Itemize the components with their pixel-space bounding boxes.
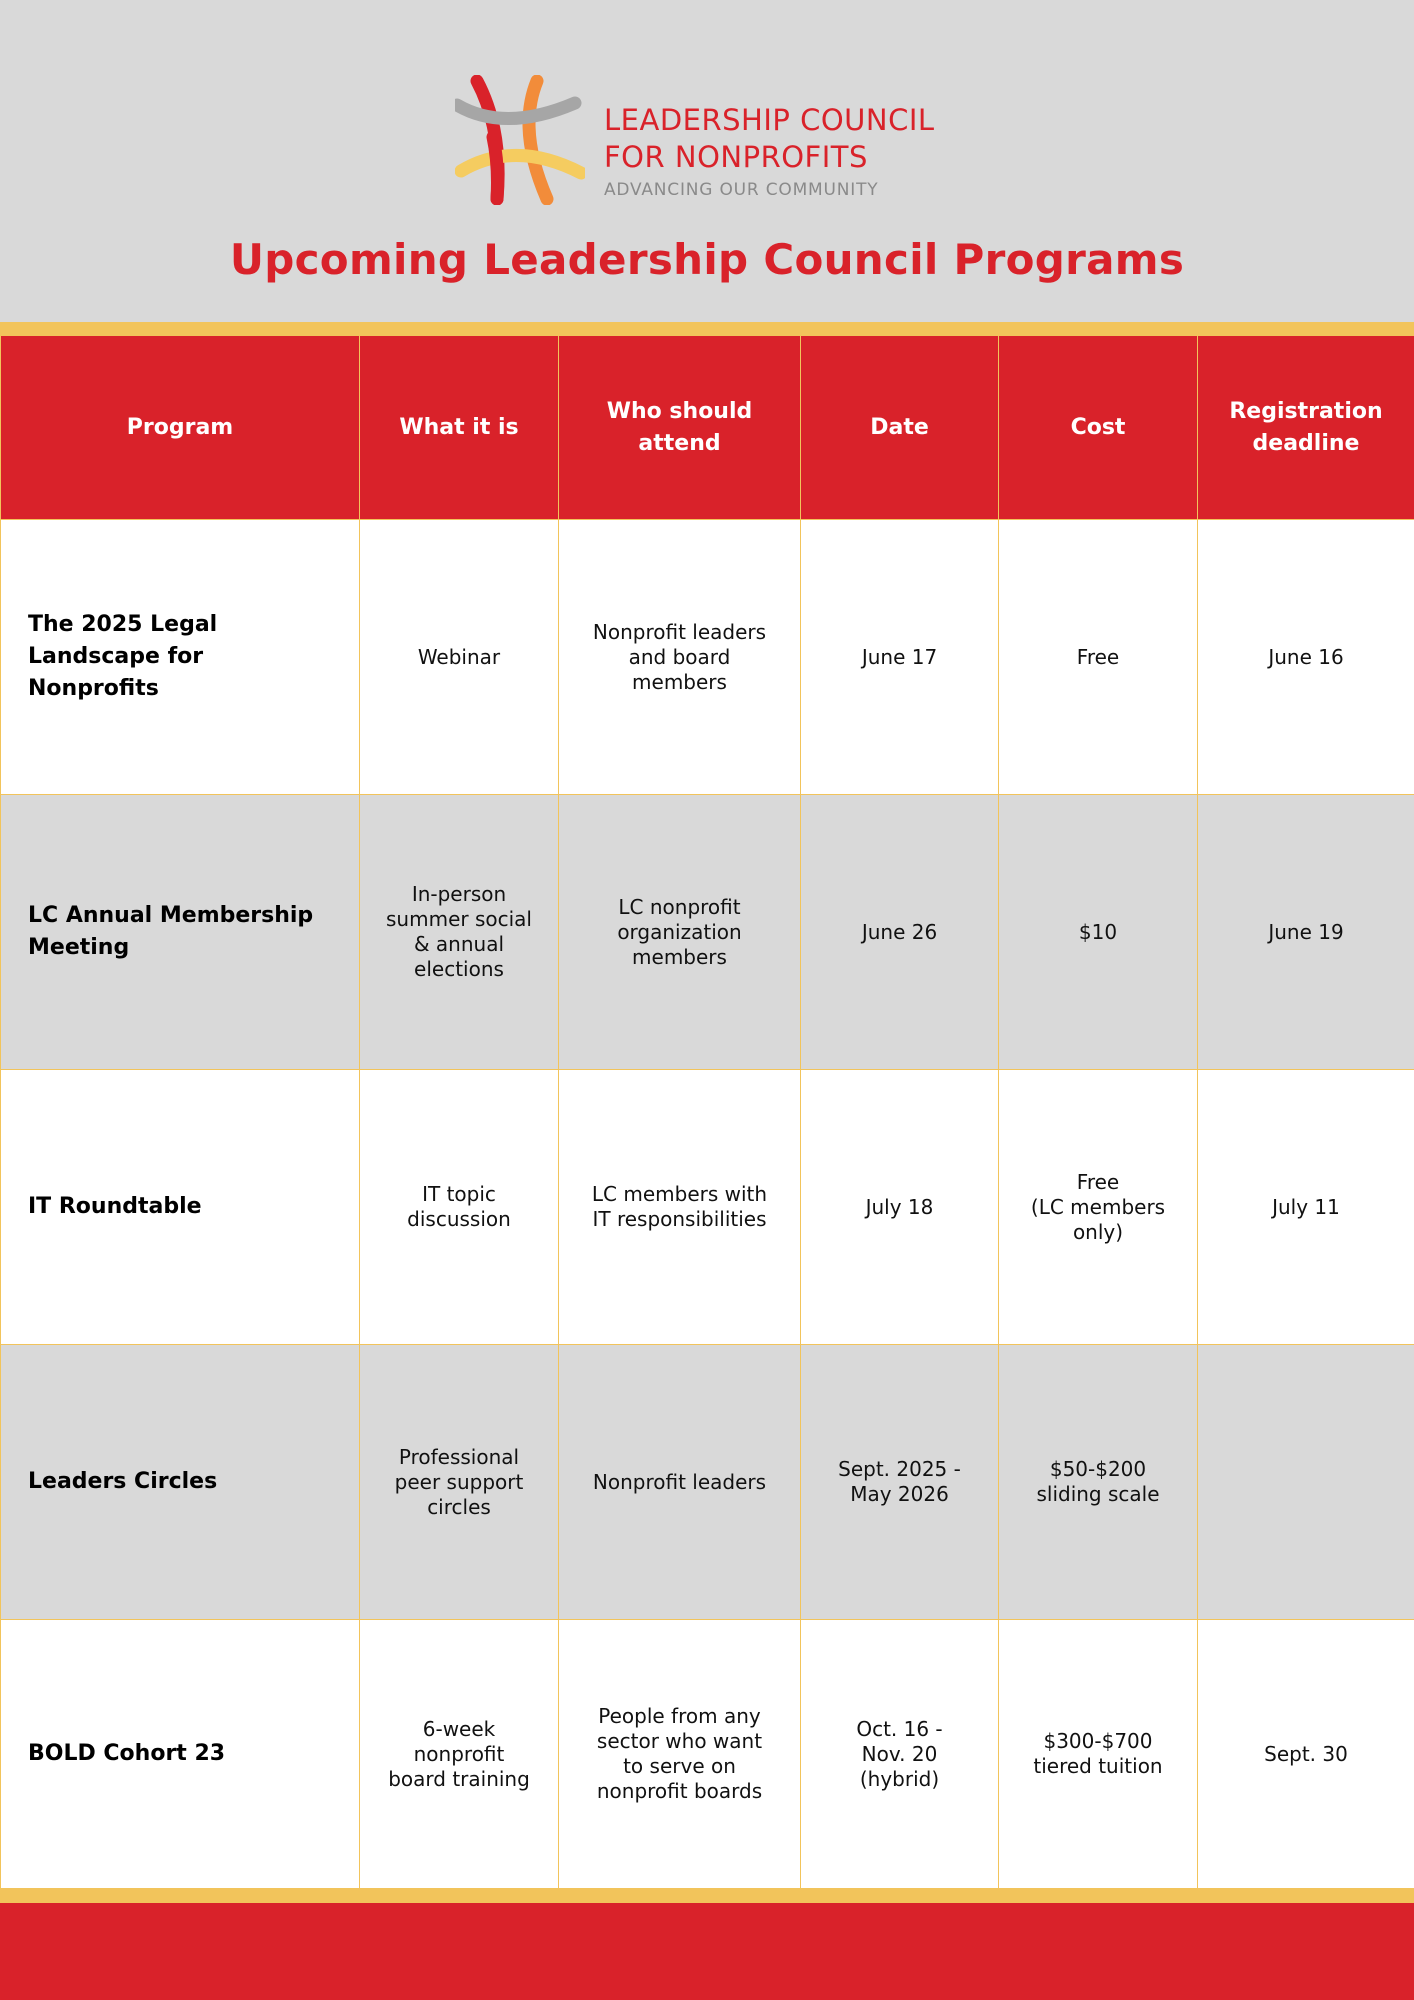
- registration-deadline-cell: July 11: [1198, 1070, 1414, 1345]
- who-should-attend-cell: Nonprofit leaders: [559, 1345, 801, 1620]
- program-name-cell: LC Annual Membership Meeting: [1, 795, 360, 1070]
- table-row: [1, 1620, 1414, 1889]
- date-cell: June 17: [801, 520, 999, 795]
- column-header-date: Date: [801, 336, 999, 520]
- date-cell: June 26: [801, 795, 999, 1070]
- column-header-registration-deadline: Registration deadline: [1198, 336, 1414, 520]
- program-name-cell: The 2025 Legal Landscape for Nonprofits: [1, 520, 360, 795]
- page-footer: [0, 1903, 1414, 2000]
- what-it-is-cell: Webinar: [360, 520, 559, 795]
- cost-cell: $50-$200 sliding scale: [999, 1345, 1198, 1620]
- cost-cell: Free: [999, 520, 1198, 795]
- column-header-cost: Cost: [999, 336, 1198, 520]
- table-header-row: [1, 336, 1414, 520]
- registration-deadline-cell: [1198, 1345, 1414, 1620]
- registration-deadline-cell: June 16: [1198, 520, 1414, 795]
- page-header: [0, 0, 1414, 322]
- cost-cell: $300-$700 tiered tuition: [999, 1620, 1198, 1889]
- column-header-program: Program: [1, 336, 360, 520]
- column-header-who-should-attend: Who should attend: [559, 336, 801, 520]
- table-row: [1, 1345, 1414, 1620]
- table-row: [1, 520, 1414, 795]
- program-name-cell: IT Roundtable: [1, 1070, 360, 1345]
- bottom-accent-band: [0, 1888, 1414, 1903]
- date-cell: Sept. 2025 - May 2026: [801, 1345, 999, 1620]
- who-should-attend-cell: LC members with IT responsibilities: [559, 1070, 801, 1345]
- top-accent-band: [0, 322, 1414, 335]
- cost-cell: $10: [999, 795, 1198, 1070]
- what-it-is-cell: 6-week nonprofit board training: [360, 1620, 559, 1889]
- date-cell: July 18: [801, 1070, 999, 1345]
- registration-deadline-cell: June 19: [1198, 795, 1414, 1070]
- organization-name-line-1: LEADERSHIP COUNCIL: [604, 103, 935, 137]
- organization-name-line-2: FOR NONPROFITS: [604, 140, 868, 174]
- cost-cell: Free (LC members only): [999, 1070, 1198, 1345]
- who-should-attend-cell: People from any sector who want to serve on nonprofit boards: [559, 1620, 801, 1889]
- program-name-cell: Leaders Circles: [1, 1345, 360, 1620]
- page-title: Upcoming Leadership Council Programs: [229, 235, 1185, 284]
- program-name-cell: BOLD Cohort 23: [1, 1620, 360, 1889]
- what-it-is-cell: In-person summer social & annual elections: [360, 795, 559, 1070]
- table-row: [1, 795, 1414, 1070]
- registration-deadline-cell: Sept. 30: [1198, 1620, 1414, 1889]
- what-it-is-cell: IT topic discussion: [360, 1070, 559, 1345]
- organization-tagline: ADVANCING OUR COMMUNITY: [604, 180, 879, 200]
- programs-table: [0, 335, 1414, 1889]
- table-row: [1, 1070, 1414, 1345]
- date-cell: Oct. 16 - Nov. 20 (hybrid): [801, 1620, 999, 1889]
- what-it-is-cell: Professional peer support circles: [360, 1345, 559, 1620]
- leadership-council-logo-icon: [455, 75, 585, 205]
- who-should-attend-cell: Nonprofit leaders and board members: [559, 520, 801, 795]
- who-should-attend-cell: LC nonprofit organization members: [559, 795, 801, 1070]
- column-header-what-it-is: What it is: [360, 336, 559, 520]
